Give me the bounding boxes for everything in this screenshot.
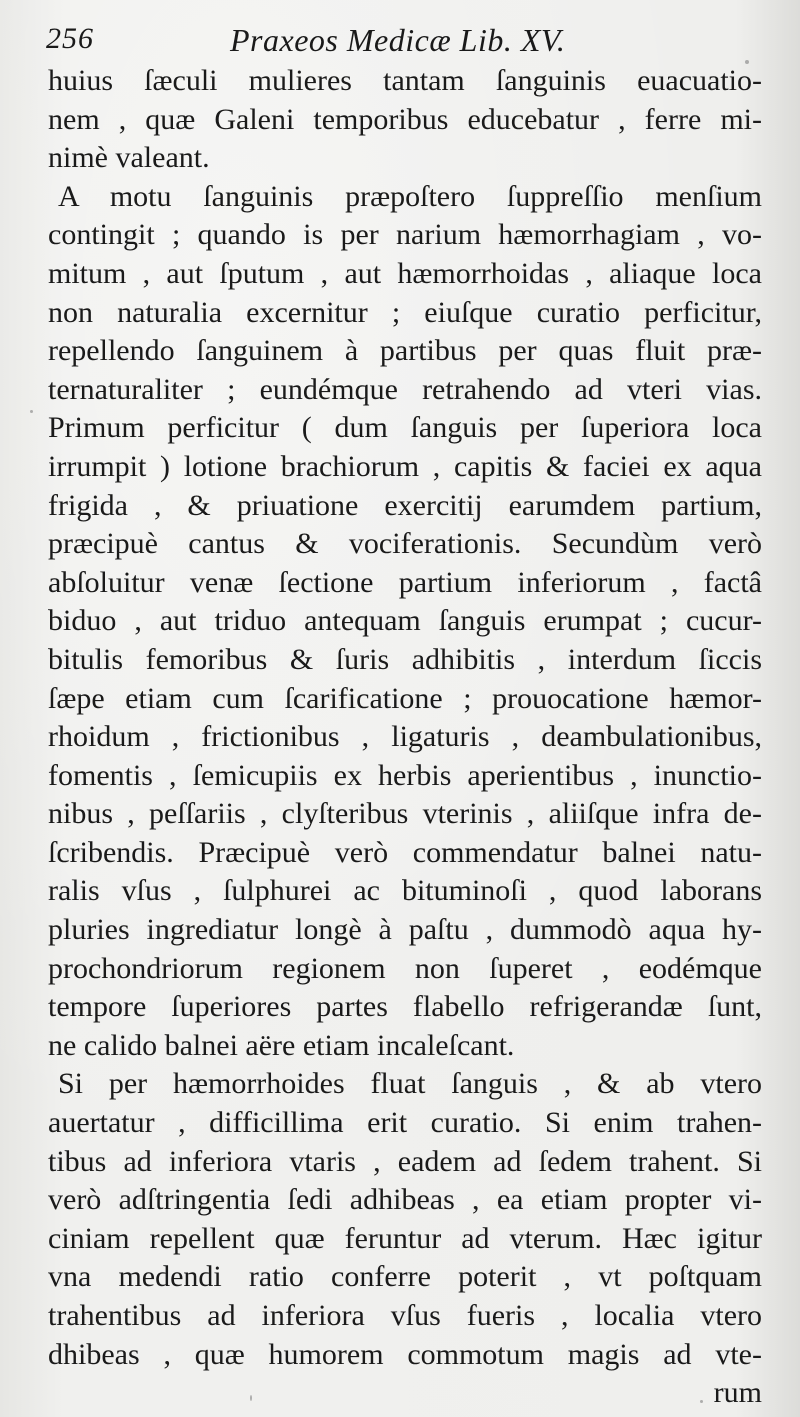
paper-speck xyxy=(700,1400,703,1403)
text-line: frigida , & priuatione exercitij earumdem partium, xyxy=(48,488,762,522)
running-head: Praxeos Medicæ Lib. XV. xyxy=(230,22,566,58)
catchword: rum xyxy=(713,1376,762,1410)
text-line: fomentis , ſemicupiis ex herbis aperientibus , inunctio- xyxy=(48,758,762,792)
paper-speck xyxy=(30,410,33,413)
paragraph-start-line: Si per hæmorrhoides fluat ſanguis , & ab vtero xyxy=(58,1067,762,1101)
text-line: repellendo ſanguinem à partibus per quas fluit præ- xyxy=(48,334,762,368)
text-line: pluries ingrediatur longè à paſtu , dummodò aqua hy- xyxy=(48,913,762,947)
text-line: ciniam repellent quæ feruntur ad vterum. Hæc igitur xyxy=(48,1221,762,1255)
text-line: dhibeas , quæ humorem commotum magis ad vte- xyxy=(48,1337,762,1371)
page-header xyxy=(40,16,770,66)
text-line: irrumpit ) lotione brachiorum , capitis & faciei ex aqua xyxy=(48,449,762,483)
text-line: non naturalia excernitur ; eiuſque curatio perficitur, xyxy=(48,295,762,329)
text-line: ternaturaliter ; eundémque retrahendo ad vteri vias. xyxy=(48,372,762,406)
text-line: nem , quæ Galeni temporibus educebatur , ferre mi- xyxy=(48,102,762,136)
text-line: nibus , peſſariis , clyſteribus vterinis , aliiſque infra de- xyxy=(48,797,762,831)
text-line: tibus ad inferiora vtaris , eadem ad ſedem trahent. Si xyxy=(48,1144,762,1178)
body-text xyxy=(48,62,762,1413)
text-line: Primum perficitur ( dum ſanguis per ſuperiora loca xyxy=(48,411,762,445)
text-line: bitulis femoribus & ſuris adhibitis , interdum ſiccis xyxy=(48,642,762,676)
text-line: ſæpe etiam cum ſcarificatione ; prouocatione hæmor- xyxy=(48,681,762,715)
text-line: trahentibus ad inferiora vſus fueris , localia vtero xyxy=(48,1299,762,1332)
text-line: præcipuè cantus & vociferationis. Secundùm verò xyxy=(48,527,762,561)
text-line: rhoidum , frictionibus , ligaturis , deambulationibus, xyxy=(48,720,762,754)
text-line: auertatur , difficillima erit curatio. Si enim trahen- xyxy=(48,1106,762,1140)
text-line: verò adſtringentia ſedi adhibeas , ea etiam propter vi- xyxy=(48,1183,762,1217)
text-line: prochondriorum regionem non ſuperet , eodémque xyxy=(48,951,762,985)
paragraph-start-line: A motu ſanguinis præpoſtero ſuppreſſio menſium xyxy=(58,179,762,213)
text-line: ſcribendis. Præcipuè verò commendatur balnei natu- xyxy=(48,835,762,869)
text-line: abſoluitur venæ ſectione partium inferiorum , factâ xyxy=(48,565,762,599)
page-number: 256 xyxy=(46,22,94,55)
text-line: mitum , aut ſputum , aut hæmorrhoidas , aliaque loca xyxy=(48,256,762,290)
text-line: biduo , aut triduo antequam ſanguis erumpat ; cucur- xyxy=(48,604,762,638)
text-line: vna medendi ratio conferre poterit , vt poſtquam xyxy=(48,1260,762,1294)
text-line: contingit ; quando is per narium hæmorrhagiam , vo- xyxy=(48,218,762,252)
text-line: nimè valeant. xyxy=(48,141,210,175)
text-line: ralis vſus , ſulphurei ac bituminoſi , quod laborans xyxy=(48,874,762,908)
paper-speck xyxy=(250,1395,252,1401)
text-line: ne calido balnei aëre etiam incaleſcant. xyxy=(48,1028,515,1062)
text-line: tempore ſuperiores partes flabello refrigerandæ ſunt, xyxy=(48,990,762,1024)
paper-speck xyxy=(745,60,749,64)
text-line: huius ſæculi mulieres tantam ſanguinis euacuatio- xyxy=(48,64,762,97)
